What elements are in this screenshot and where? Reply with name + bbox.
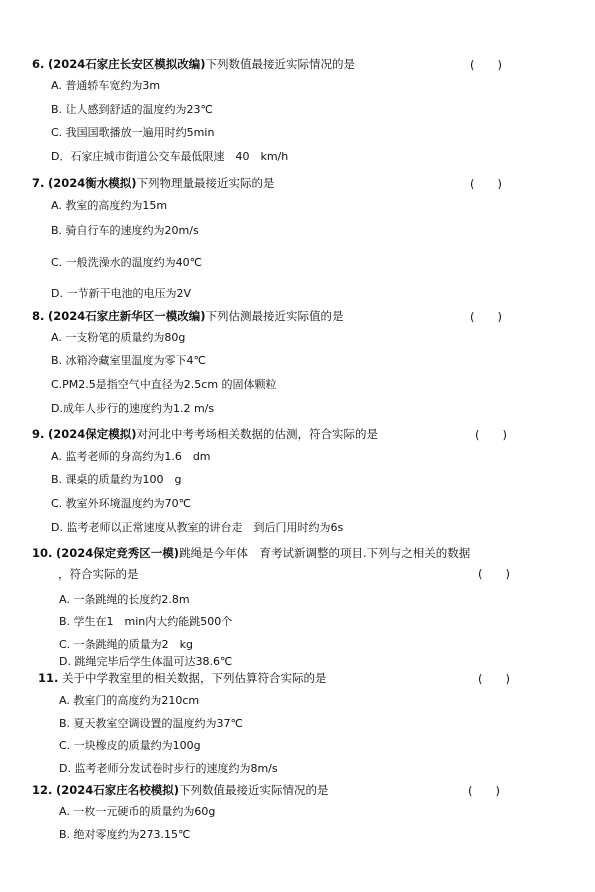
option-c: C.PM2.5是指空气中直径为2.5cm 的固体颗粒 — [51, 378, 277, 391]
question-source: (2024保定模拟) — [48, 427, 137, 441]
question-text-continued: ，符合实际的是 — [58, 567, 139, 581]
question-number: 10. — [32, 546, 53, 560]
option-a: A. 教室的高度约为15m — [51, 199, 168, 212]
answer-paren: ( ) — [478, 672, 510, 686]
question-8-stem — [32, 309, 344, 323]
question-number: 11. — [38, 671, 59, 685]
option-a: A. 教室门的高度约为210cm — [59, 694, 200, 707]
option-a: A. 一条跳绳的长度约2.8m — [59, 593, 190, 606]
question-10-stem — [32, 546, 470, 560]
question-11-stem — [38, 671, 327, 685]
option-c: C. 一条跳绳的质量为2 kg — [59, 638, 194, 651]
option-b: B. 课桌的质量约为100 g — [51, 473, 182, 486]
question-text: 下列数值最接近实际情况的是 — [205, 57, 356, 71]
question-source: (2024保定竞秀区一模) — [56, 546, 180, 560]
question-number: 12. — [32, 783, 53, 797]
answer-paren: ( ) — [470, 58, 502, 72]
option-c: C. 我国国歌播放一遍用时约5min — [51, 126, 215, 139]
option-d: D. 监考老师分发试卷时步行的速度约为8m/s — [59, 762, 278, 775]
question-7-stem — [32, 176, 275, 190]
question-number: 6. — [32, 57, 45, 71]
question-source: (2024衡水模拟) — [48, 176, 137, 190]
option-a: A. 一支粉笔的质量约为80g — [51, 331, 186, 344]
option-a: A. 一枚一元硬币的质量约为60g — [59, 805, 216, 818]
option-b: B. 冰箱冷藏室里温度为零下4℃ — [51, 354, 206, 367]
option-b: B. 骑自行车的速度约为20m/s — [51, 224, 199, 237]
question-text: 下列物理量最接近实际的是 — [136, 176, 275, 190]
question-text: 下列估测最接近实际值的是 — [205, 309, 344, 323]
option-b: B. 学生在1 min内大约能跳500个 — [59, 615, 233, 628]
option-d: D. 一节新干电池的电压为2V — [51, 287, 191, 300]
option-c: C. 教室外环境温度约为70℃ — [51, 497, 192, 510]
question-number: 9. — [32, 427, 45, 441]
question-number: 7. — [32, 176, 45, 190]
option-a: A. 监考老师的身高约为1.6 dm — [51, 450, 211, 463]
option-d: D．石家庄城市街道公交车最低限速 40 km/h — [51, 150, 289, 163]
answer-paren: ( ) — [475, 428, 507, 442]
question-number: 8. — [32, 309, 45, 323]
option-c: C. 一般洗澡水的温度约为40℃ — [51, 256, 203, 269]
question-6-stem — [32, 57, 355, 71]
option-a: A. 普通轿车宽约为3m — [51, 79, 161, 92]
option-b: B. 夏天教室空调设置的温度约为37℃ — [59, 717, 243, 730]
question-text: 跳绳是今年体 育考试新调整的项目.下列与之相关的数据 — [179, 546, 471, 560]
question-source: (2024石家庄长安区模拟改编) — [48, 57, 206, 71]
question-text: 关于中学教室里的相关数据，下列估算符合实际的是 — [62, 671, 327, 685]
option-b: B. 让人感到舒适的温度约为23℃ — [51, 103, 213, 116]
option-d: D. 监考老师以正常速度从教室的讲台走 到后门用时约为6s — [51, 521, 344, 534]
answer-paren: ( ) — [470, 310, 502, 324]
option-b: B. 绝对零度约为273.15℃ — [59, 828, 191, 841]
option-d: D. 跳绳完毕后学生体温可达38.6℃ — [59, 655, 233, 668]
answer-paren: ( ) — [478, 567, 510, 581]
question-text: 对河北中考考场相关数据的估测，符合实际的是 — [136, 427, 379, 441]
answer-paren: ( ) — [470, 177, 502, 191]
question-source: (2024石家庄新华区一模改编) — [48, 309, 206, 323]
question-12-stem — [32, 783, 329, 797]
option-c: C. 一块橡皮的质量约为100g — [59, 739, 201, 752]
question-9-stem — [32, 427, 378, 441]
answer-paren: ( ) — [468, 784, 500, 798]
question-text: 下列数值最接近实际情况的是 — [179, 783, 329, 797]
option-d: D.成年人步行的速度约为1.2 m/s — [51, 402, 215, 415]
question-source: (2024石家庄名校模拟) — [56, 783, 180, 797]
